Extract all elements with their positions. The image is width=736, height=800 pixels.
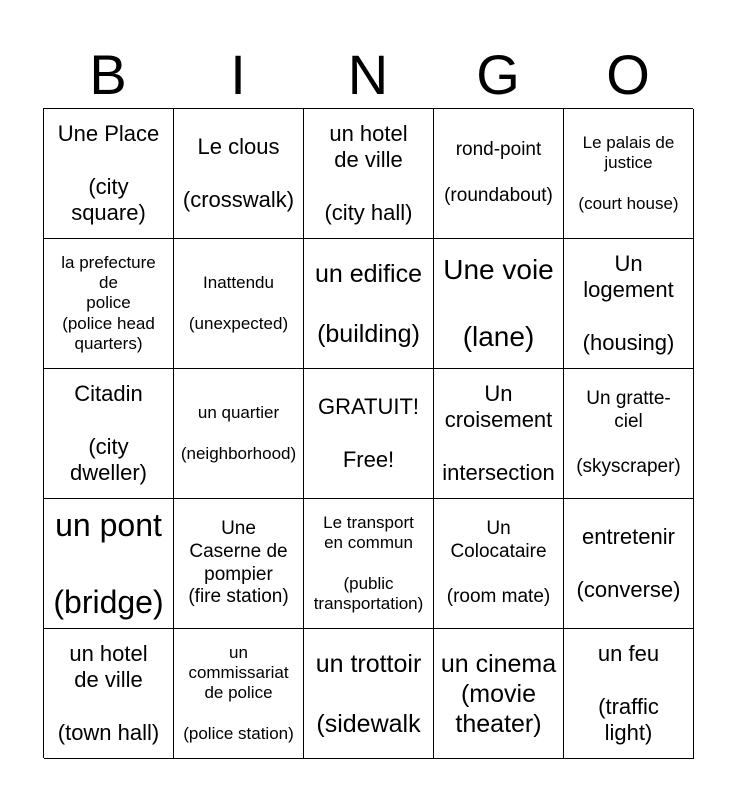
bingo-cell-text: Le clous (crosswalk) xyxy=(182,133,295,212)
bingo-cell-text: un commissariat de police (police station) xyxy=(183,642,294,744)
bingo-cell[interactable] xyxy=(44,109,174,239)
header-letter-i: I xyxy=(230,43,246,106)
bingo-cell[interactable] xyxy=(564,109,694,239)
bingo-cell-text: entretenir (converse) xyxy=(576,523,681,602)
bingo-cell[interactable] xyxy=(434,499,564,629)
bingo-cell-text: Le transport en commun (public transportation) xyxy=(313,512,424,614)
bingo-cell-text: un hotel de ville (city hall) xyxy=(324,120,413,225)
bingo-cell-text: Le palais de justice (court house) xyxy=(578,132,679,213)
bingo-cell[interactable] xyxy=(304,499,434,629)
bingo-cell[interactable] xyxy=(304,109,434,239)
bingo-cell[interactable] xyxy=(564,239,694,369)
bingo-cell[interactable] xyxy=(44,369,174,499)
bingo-cell[interactable] xyxy=(434,369,564,499)
header-letter-g: G xyxy=(476,43,520,106)
bingo-cell[interactable] xyxy=(304,369,434,499)
bingo-cell[interactable] xyxy=(174,629,304,759)
bingo-cell-text: Citadin (city dweller) xyxy=(69,380,148,485)
bingo-cell-text: un cinema (movie theater) xyxy=(440,649,557,738)
bingo-cell-text: Une Place (city square) xyxy=(57,120,160,225)
bingo-cell-text: Un croisement intersection xyxy=(442,380,555,485)
bingo-cell[interactable] xyxy=(434,109,564,239)
bingo-cell-text: un hotel de ville (town hall) xyxy=(57,640,160,745)
bingo-cell-text: Inattendu (unexpected) xyxy=(188,272,289,333)
bingo-cell[interactable] xyxy=(44,499,174,629)
header-letter-b: B xyxy=(89,43,127,106)
bingo-cell[interactable] xyxy=(174,499,304,629)
bingo-cell[interactable] xyxy=(434,239,564,369)
bingo-cell-text: GRATUIT! Free! xyxy=(317,393,420,472)
bingo-cell[interactable] xyxy=(174,109,304,239)
bingo-cell[interactable] xyxy=(174,239,304,369)
bingo-cell[interactable] xyxy=(174,369,304,499)
bingo-grid xyxy=(43,108,693,758)
header-letter-o: O xyxy=(606,43,650,106)
bingo-cell-text: Une Caserne de pompier (fire station) xyxy=(188,517,289,608)
bingo-cell-text: un pont (bridge) xyxy=(53,506,164,620)
bingo-cell[interactable] xyxy=(564,369,694,499)
header-letter-n: N xyxy=(347,43,389,106)
bingo-cell-text: rond-point (roundabout) xyxy=(444,139,553,206)
bingo-cell[interactable] xyxy=(564,499,694,629)
bingo-cell-text: un edifice (building) xyxy=(314,259,423,348)
bingo-cell-text: un quartier (neighborhood) xyxy=(180,402,297,463)
bingo-cell-text: la prefecture de police (police head quarters) xyxy=(61,252,156,354)
bingo-cell-text: Un gratte- ciel (skyscraper) xyxy=(576,387,681,478)
bingo-cell[interactable] xyxy=(304,629,434,759)
bingo-cell-text: un feu (traffic light) xyxy=(597,640,660,745)
bingo-cell-text: Un Colocataire (room mate) xyxy=(446,517,551,608)
bingo-cell[interactable] xyxy=(44,629,174,759)
bingo-cell[interactable] xyxy=(304,239,434,369)
bingo-cell[interactable] xyxy=(564,629,694,759)
bingo-header xyxy=(43,42,693,108)
bingo-cell[interactable] xyxy=(434,629,564,759)
bingo-cell-text: un trottoir (sidewalk xyxy=(315,649,422,738)
bingo-cell-text: Un logement (housing) xyxy=(582,250,675,355)
bingo-cell[interactable] xyxy=(44,239,174,369)
bingo-cell-text: Une voie (lane) xyxy=(443,254,554,353)
